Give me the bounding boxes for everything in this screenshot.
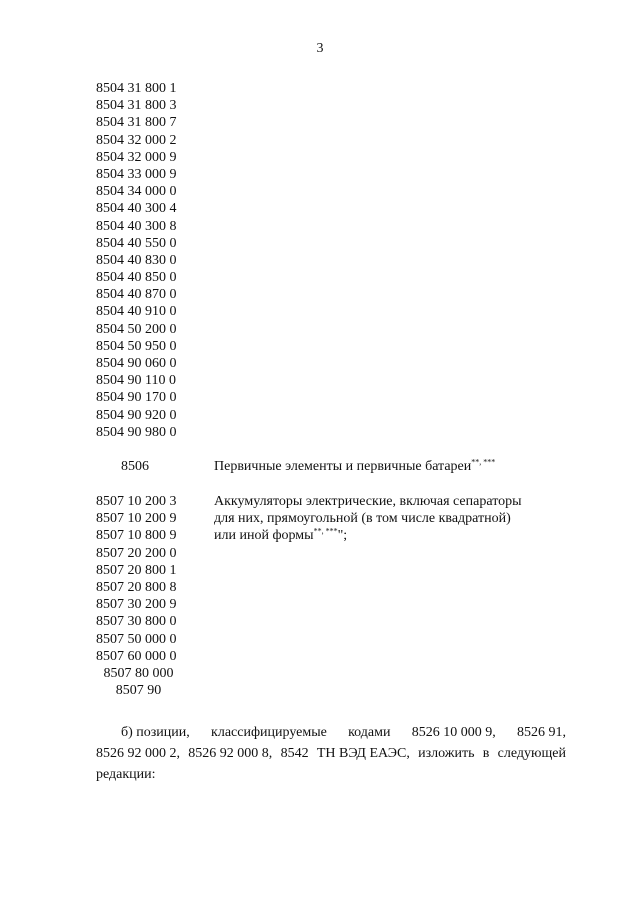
code-8506: 8506: [121, 459, 149, 474]
word: ТН ВЭД ЕАЭС,: [316, 746, 410, 761]
word: классифицируемые: [211, 725, 327, 740]
paragraph-line: [96, 743, 566, 764]
list-item: 8504 90 170 0: [96, 390, 177, 406]
list-item: 8504 32 000 2: [96, 132, 177, 148]
word: 8526 92 000 8,: [188, 746, 273, 761]
list-item: 8504 31 800 7: [96, 115, 177, 131]
paragraph-line: [96, 722, 566, 743]
list-item: 8507 30 200 9: [96, 597, 177, 613]
list-item: 8504 50 950 0: [96, 338, 177, 354]
list-item: 8504 33 000 9: [96, 166, 177, 182]
list-item: 8507 20 200 0: [96, 545, 177, 561]
list-item: 8507 50 000 0: [96, 631, 177, 647]
list-item: 8507 30 800 0: [96, 614, 177, 630]
list-item: 8504 40 830 0: [96, 252, 177, 268]
word: б) позиции,: [121, 725, 190, 740]
paragraph-b: [96, 722, 566, 785]
word: редакции:: [96, 767, 156, 782]
description-8507-line: для них, прямоугольной (в том числе квадратной): [214, 511, 511, 527]
codes-8507-list: [96, 493, 186, 699]
list-item: 8507 10 800 9: [96, 528, 177, 544]
list-item: 8504 90 980 0: [96, 424, 177, 440]
list-item: 8504 31 800 3: [96, 98, 177, 114]
list-item: 8504 40 300 8: [96, 218, 177, 234]
description-8507-line: [214, 527, 564, 544]
list-item: 8504 40 870 0: [96, 287, 177, 303]
codes-8504-list: [96, 80, 177, 441]
list-item: 8504 90 060 0: [96, 356, 177, 371]
word: 8526 10 000 9,: [411, 725, 496, 740]
list-item: 8504 50 200 0: [96, 321, 177, 337]
list-item: 8504 32 000 9: [96, 149, 177, 165]
word: 8526 91,: [516, 725, 566, 740]
description-8507-line: Аккумуляторы электрические, включая сепараторы: [214, 494, 522, 509]
list-item: 8504 40 550 0: [96, 235, 177, 251]
list-item: 8507 10 200 3: [96, 494, 177, 509]
list-item: 8507 10 200 9: [96, 511, 177, 527]
list-item: 8504 90 920 0: [96, 407, 177, 423]
paragraph-line: [96, 764, 566, 785]
word: 8526 92 000 2,: [96, 746, 180, 761]
list-item: 8507 60 000 0: [96, 648, 177, 664]
footnote-marks: **, ***: [471, 457, 496, 467]
description-8507: [214, 493, 564, 545]
word: следующей: [497, 746, 566, 761]
closing-quote: ";: [337, 528, 348, 544]
word: 8542: [280, 746, 309, 761]
list-item: 8504 31 800 1: [96, 81, 177, 96]
list-item: 8504 40 850 0: [96, 270, 177, 286]
page-number: 3: [316, 41, 324, 56]
list-item: 8504 40 300 4: [96, 201, 177, 217]
word: изложить: [418, 746, 475, 761]
list-item: 8507 80 000: [103, 665, 174, 681]
footnote-marks: **, ***: [313, 526, 338, 536]
list-item: 8504 40 910 0: [96, 304, 177, 320]
list-item: 8504 34 000 0: [96, 184, 177, 200]
word: в: [482, 746, 490, 761]
description-8506-text: Первичные элементы и первичные батареи: [214, 459, 472, 474]
list-item: 8504 90 110 0: [96, 373, 176, 389]
description-8507-line-text: или иной формы: [214, 528, 314, 544]
description-8506: [214, 458, 495, 475]
list-item: 8507 20 800 8: [96, 579, 177, 595]
word: кодами: [348, 725, 391, 740]
list-item: 8507 20 800 1: [96, 562, 177, 578]
list-item: 8507 90: [115, 683, 162, 699]
